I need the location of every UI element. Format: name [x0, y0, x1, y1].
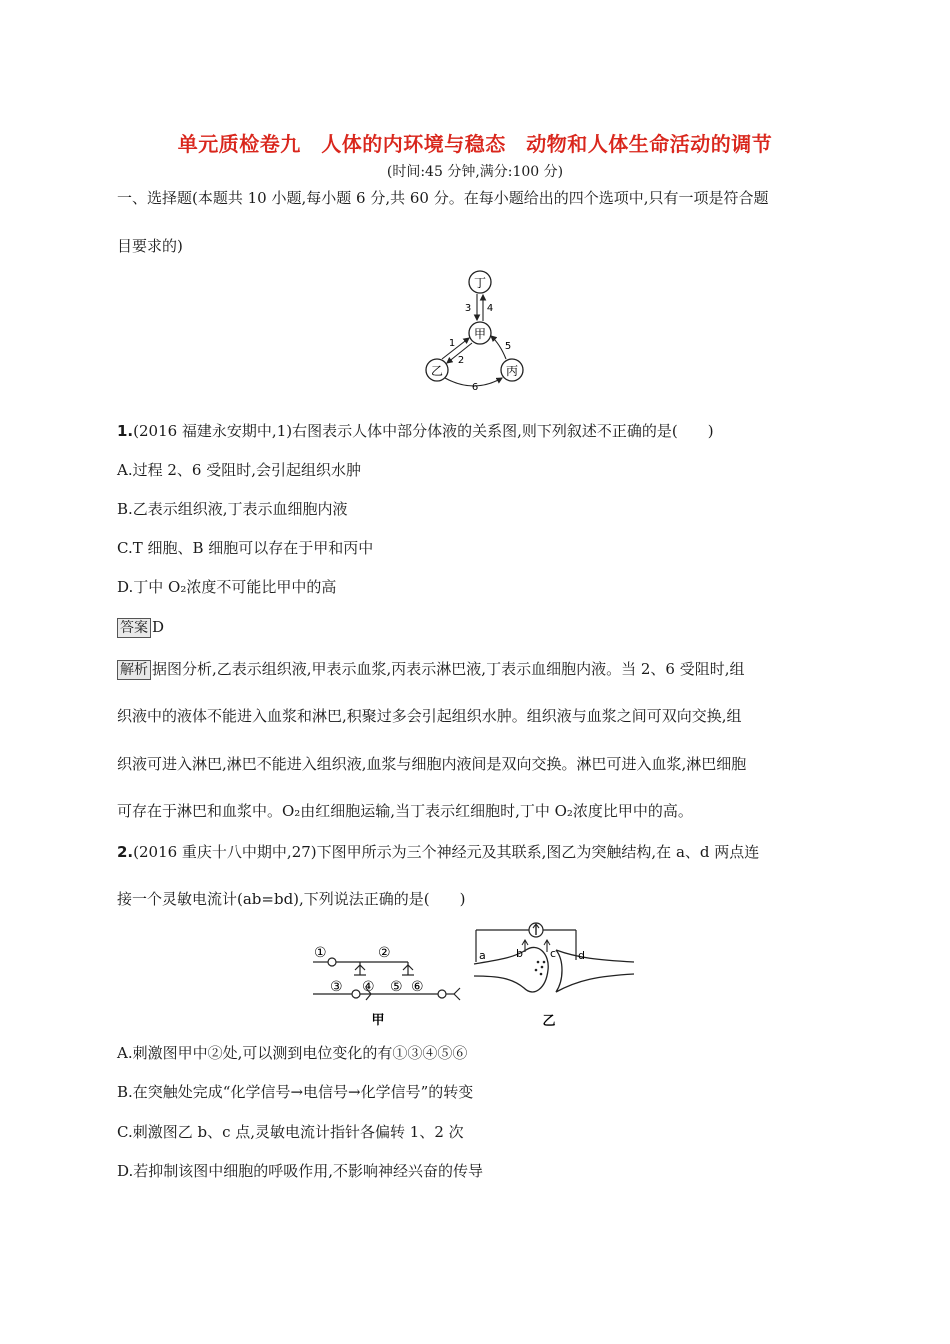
label-2: ②: [378, 945, 391, 961]
neuron-bottom-soma: [438, 990, 446, 998]
label-5: ⑤: [390, 979, 403, 995]
neuron-diagram-jia: [310, 938, 470, 1028]
page-subtitle: (时间:45 分钟,满分:100 分): [386, 164, 564, 180]
arrow-5: [491, 336, 506, 359]
label-a: a: [479, 949, 486, 962]
question-1-analysis-line3: 织液可进入淋巴,淋巴不能进入组织液,血浆与细胞内液间是双向交换。淋巴可进入血浆,淋巴细胞: [117, 755, 747, 773]
arrow-1-label: 1: [448, 338, 456, 349]
answer-tag: 答案: [117, 618, 151, 638]
question-2-option-c: C.刺激图乙 b、c 点,灵敏电流计指针各偏转 1、2 次: [117, 1123, 464, 1141]
question-2-option-a: A.刺激图甲中②处,可以测到电位变化的有①③④⑤⑥: [117, 1044, 468, 1062]
question-1-analysis-line2: 织液中的液体不能进入血浆和淋巴,积聚过多会引起组织水肿。组织液与血浆之间可双向交换,组: [117, 707, 742, 725]
question-1-answer: [117, 617, 164, 638]
label-b: b: [516, 947, 523, 960]
node-ding-label: 丁: [473, 276, 487, 290]
question-2-stem-line1: [117, 842, 759, 862]
label-1: ①: [314, 945, 327, 961]
label-4: ④: [362, 979, 375, 995]
label-d: d: [578, 949, 585, 962]
question-2-text: (2016 重庆十八中期中,27)下图甲所示为三个神经元及其联系,图乙为突触结构,在 a、d 两点连: [133, 843, 760, 861]
body-fluid-diagram: [418, 266, 538, 394]
node-bing-label: 丙: [505, 364, 519, 378]
section-intro-line2: 目要求的): [117, 237, 183, 255]
question-2-option-d: D.若抑制该图中细胞的呼吸作用,不影响神经兴奋的传导: [117, 1162, 484, 1180]
arrow-4-label: 4: [486, 303, 494, 314]
analysis-tag: 解析: [117, 660, 151, 680]
node-yi-label: 乙: [430, 364, 444, 378]
question-1-option-c: C.T 细胞、B 细胞可以存在于甲和丙中: [117, 539, 374, 557]
label-c: c: [550, 947, 557, 960]
section-intro-line1: 一、选择题(本题共 10 小题,每小题 6 分,共 60 分。在每小题给出的四个选项中,只有一项是符合题: [117, 189, 769, 207]
question-1-option-d: D.丁中 O₂浓度不可能比甲中的高: [117, 578, 337, 596]
question-2-stem-line2: 接一个灵敏电流计(ab=bd),下列说法正确的是( ): [117, 890, 466, 908]
question-1-text: (2016 福建永安期中,1)右图表示人体中部分体液的关系图,则下列叙述不正确的是( ): [133, 422, 714, 440]
question-1-option-b: B.乙表示组织液,丁表示血细胞内液: [117, 500, 348, 518]
neuron-top-soma: [328, 958, 336, 966]
synapse-diagram-yi: [468, 918, 640, 1028]
caption-yi: 乙: [542, 1014, 556, 1028]
question-1-analysis-line4: 可存在于淋巴和血浆中。O₂由红细胞运输,当丁表示红细胞时,丁中 O₂浓度比甲中的高。: [117, 802, 693, 820]
question-1-analysis-line1: [117, 659, 744, 680]
question-1-number: 1.: [117, 422, 134, 440]
postsynaptic-membrane: [556, 950, 634, 992]
caption-jia: 甲: [371, 1013, 385, 1028]
question-2-option-b: B.在突触处完成“化学信号→电信号→化学信号”的转变: [117, 1083, 474, 1101]
label-3: ③: [330, 979, 343, 995]
question-1-stem: [117, 421, 714, 441]
analysis-text-1: 据图分析,乙表示组织液,甲表示血浆,丙表示淋巴液,丁表示血细胞内液。当 2、6 受阻时,组: [152, 660, 745, 678]
question-2-number: 2.: [117, 843, 134, 861]
node-jia-label: 甲: [473, 327, 487, 341]
answer-value: D: [152, 618, 165, 636]
question-1-option-a: A.过程 2、6 受阻时,会引起组织水肿: [117, 461, 361, 479]
arrow-6-label: 6: [471, 382, 479, 393]
arrow-5-label: 5: [504, 341, 512, 352]
page-title: 单元质检卷九 人体的内环境与稳态 动物和人体生命活动的调节: [177, 132, 773, 156]
arrow-3-label: 3: [464, 303, 472, 314]
arrow-2-label: 2: [457, 355, 465, 366]
neuron-middle-soma: [352, 990, 360, 998]
label-6: ⑥: [411, 979, 424, 995]
